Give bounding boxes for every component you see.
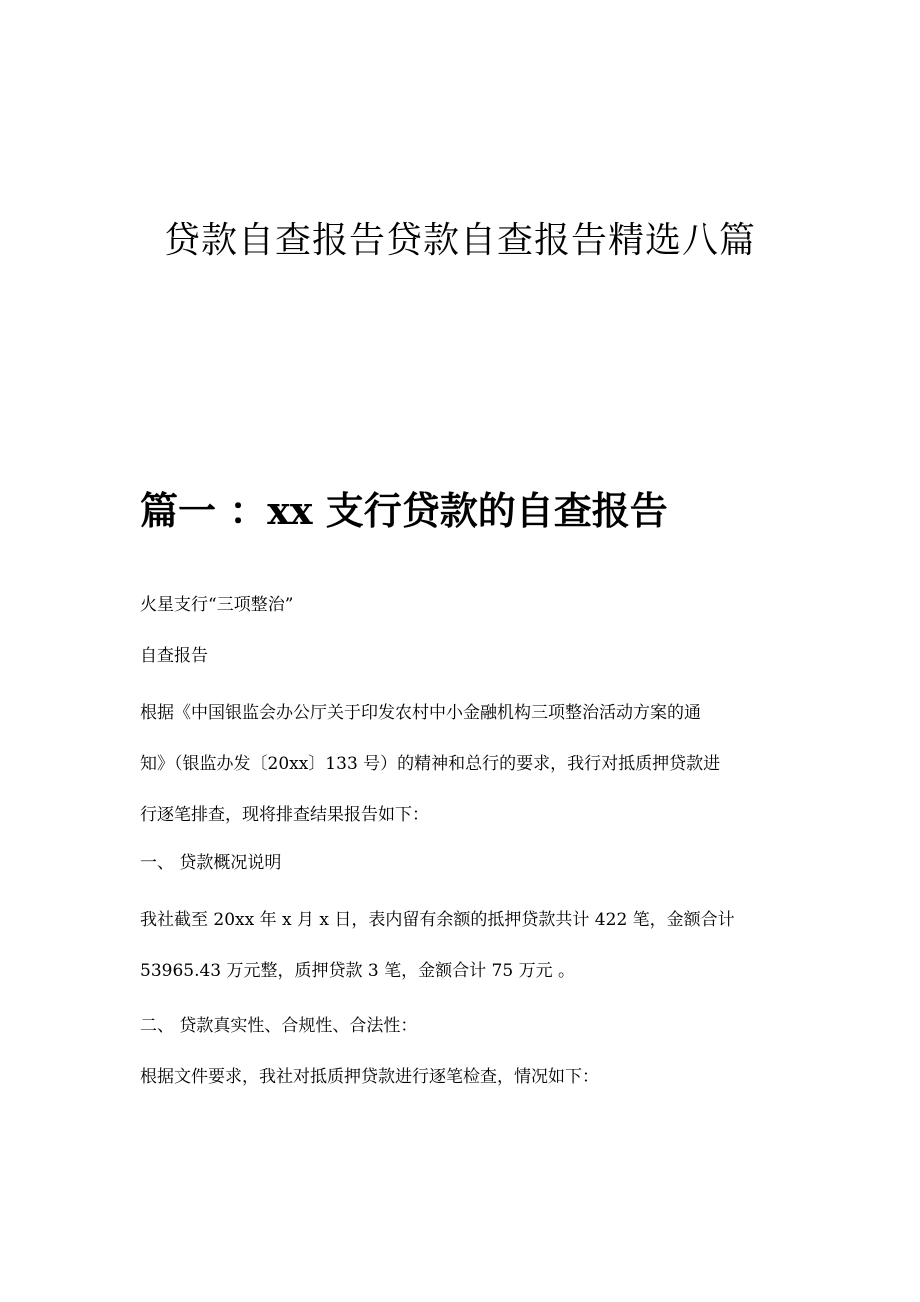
text-line: 知》（银监办发〔20xx〕133 号）的精神和总行的要求，我行对抵质押贷款进 [140, 754, 721, 774]
text-line: 53965.43 万元整，质押贷款 3 笔，金额合计 75 万元 。 [140, 961, 575, 981]
text-line: 自查报告 [140, 646, 208, 666]
document-title: 贷款自查报告贷款自查报告精选八篇 [163, 220, 756, 261]
paragraph-report-label [140, 631, 780, 682]
text-line: 根据文件要求，我社对抵质押贷款进行逐笔检查，情况如下： [140, 1067, 599, 1087]
text-line: 火星支行“三项整治” [140, 595, 294, 615]
paragraph-section-two [140, 1001, 780, 1052]
text-line: 我社截至 20xx 年 x 月 x 日，表内留有余额的抵押贷款共计 422 笔，金额合计 [140, 910, 735, 930]
text-line: 一、 贷款概况说明 [140, 853, 282, 873]
paragraph-intro [140, 688, 780, 841]
text-line: 根据《中国银监会办公厅关于印发农村中小金融机构三项整治活动方案的通 [140, 703, 701, 723]
text-line: 二、 贷款真实性、合规性、合法性： [140, 1016, 418, 1036]
paragraph-loan-overview [140, 895, 780, 997]
section-heading: 篇一 ：xx 支行贷款的自查报告 [140, 488, 668, 533]
paragraph-check-status [140, 1052, 780, 1103]
paragraph-branch-name [140, 580, 780, 631]
paragraph-section-one [140, 838, 780, 889]
text-line: 行逐笔排查，现将排查结果报告如下： [140, 805, 429, 825]
